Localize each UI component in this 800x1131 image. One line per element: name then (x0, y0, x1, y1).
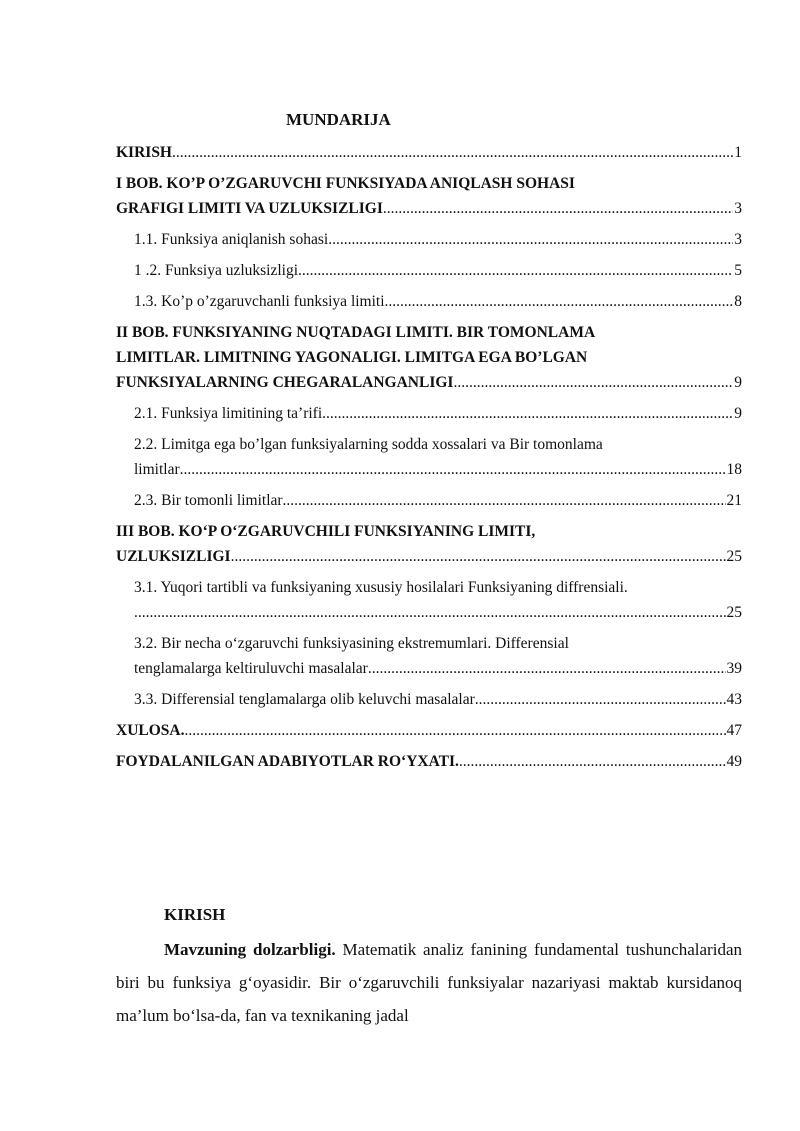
toc-dot-leader (298, 258, 733, 283)
section-heading: KIRISH (164, 905, 226, 924)
toc-entry[interactable] (116, 227, 742, 252)
toc-entry[interactable] (116, 687, 742, 712)
toc-entry[interactable] (116, 140, 742, 165)
toc-page-number: 8 (734, 293, 742, 310)
toc-entry-label: UZLUKSIZLIGI (116, 548, 231, 565)
toc-entry-label: FUNKSIYALARNING CHEGARALANGANLIGI (116, 374, 454, 391)
toc-page-number: 49 (726, 753, 742, 770)
toc-dot-leader (328, 227, 733, 252)
toc-page-number: 47 (726, 722, 742, 739)
toc-dot-leader (184, 718, 725, 743)
toc-entry[interactable] (116, 575, 742, 625)
toc-entry[interactable] (116, 718, 742, 743)
toc-entry-label: 1 .2. Funksiya uzluksizligi (134, 262, 299, 279)
toc-entry[interactable] (116, 631, 742, 681)
toc-entry-label: 2.2. Limitga ega bo’lgan funksiyalarning sodda xossalari va Bir tomonlama (134, 436, 603, 453)
toc-entry-label: 1.3. Ko’p o’zgaruvchanli funksiya limiti (134, 293, 385, 310)
toc-entry[interactable] (116, 289, 742, 314)
toc-dot-leader (180, 457, 726, 482)
toc-entry[interactable] (116, 432, 742, 482)
toc-dot-leader (385, 289, 734, 314)
toc-page-number: 43 (726, 691, 742, 708)
toc-entry-label: 3.2. Bir necha o‘zgaruvchi funksiyasining ekstremumlari. Differensial (134, 635, 569, 652)
toc-entry-label: 1.1. Funksiya aniqlanish sohasi (134, 231, 329, 248)
intro-text: Matematik analiz fanining fundamental tushunchalaridan biri bu funksiya g‘oyasidir. Bir o‘zgaruvchili funksiyalar nazariyasi maktab kursidanoq ma’lum bo‘lsa-da, fan va texnikaning jadal (116, 940, 742, 1025)
intro-paragraph (116, 933, 742, 1032)
toc-entry-label: GRAFIGI LIMITI VA UZLUKSIZLIGI (116, 200, 383, 217)
toc-dot-leader (453, 370, 733, 395)
toc-entry[interactable] (116, 749, 742, 774)
toc-page-number: 3 (734, 231, 742, 248)
toc-dot-leader (383, 196, 733, 221)
toc-dot-leader (172, 140, 733, 165)
toc-dot-leader (134, 600, 726, 625)
toc-entry-label: 2.1. Funksiya limitining ta’rifi (134, 405, 323, 422)
toc-page-number: 21 (726, 492, 742, 509)
table-of-contents (116, 140, 742, 774)
toc-dot-leader (475, 687, 726, 712)
toc-dot-leader (283, 488, 726, 513)
toc-dot-leader (322, 401, 733, 426)
toc-page-number: 9 (734, 374, 742, 391)
toc-page-number: 39 (726, 660, 742, 677)
intro-lead: Mavzuning dolzarbligi. (164, 940, 336, 959)
toc-entry-label: III BOB. KO‘P O‘ZGARUVCHILI FUNKSIYANING LIMITI, (116, 523, 536, 540)
toc-title: MUNDARIJA (286, 110, 391, 129)
toc-entry[interactable] (116, 320, 742, 395)
toc-entry-label: II BOB. FUNKSIYANING NUQTADAGI LIMITI. BIR TOMONLAMA (116, 324, 596, 341)
toc-entry-label: 2.3. Bir tomonli limitlar (134, 492, 283, 509)
toc-entry[interactable] (116, 258, 742, 283)
toc-dot-leader (459, 749, 726, 774)
toc-page-number: 25 (726, 604, 742, 621)
toc-entry-label: tenglamalarga keltiruluvchi masalalar (134, 660, 368, 677)
toc-entry[interactable] (116, 488, 742, 513)
toc-page-number: 3 (734, 200, 742, 217)
toc-entry[interactable] (116, 171, 742, 221)
toc-entry-label: KIRISH (116, 144, 172, 161)
toc-page-number: 9 (734, 405, 742, 422)
toc-entry-label: XULOSA. (116, 722, 185, 739)
toc-entry-label: LIMITLAR. LIMITNING YAGONALIGI. LIMITGA EGA BO’LGAN (116, 349, 588, 366)
toc-dot-leader (231, 544, 726, 569)
toc-entry[interactable] (116, 519, 742, 569)
toc-page-number: 18 (726, 461, 742, 478)
toc-entry-label: I BOB. KO’P O’ZGARUVCHI FUNKSIYADA ANIQLASH SOHASI (116, 175, 575, 192)
toc-page-number: 5 (734, 262, 742, 279)
toc-entry[interactable] (116, 401, 742, 426)
toc-entry-label: limitlar (134, 461, 180, 478)
toc-dot-leader (368, 656, 726, 681)
toc-entry-label: 3.3. Differensial tenglamalarga olib keluvchi masalalar (134, 691, 475, 708)
toc-entry-label: FOYDALANILGAN ADABIYOTLAR RO‘YXATI. (116, 753, 459, 770)
toc-page-number: 1 (734, 144, 742, 161)
toc-page-number: 25 (726, 548, 742, 565)
toc-entry-label: 3.1. Yuqori tartibli va funksiyaning xususiy hosilalari Funksiyaning diffrensiali. (134, 579, 628, 596)
